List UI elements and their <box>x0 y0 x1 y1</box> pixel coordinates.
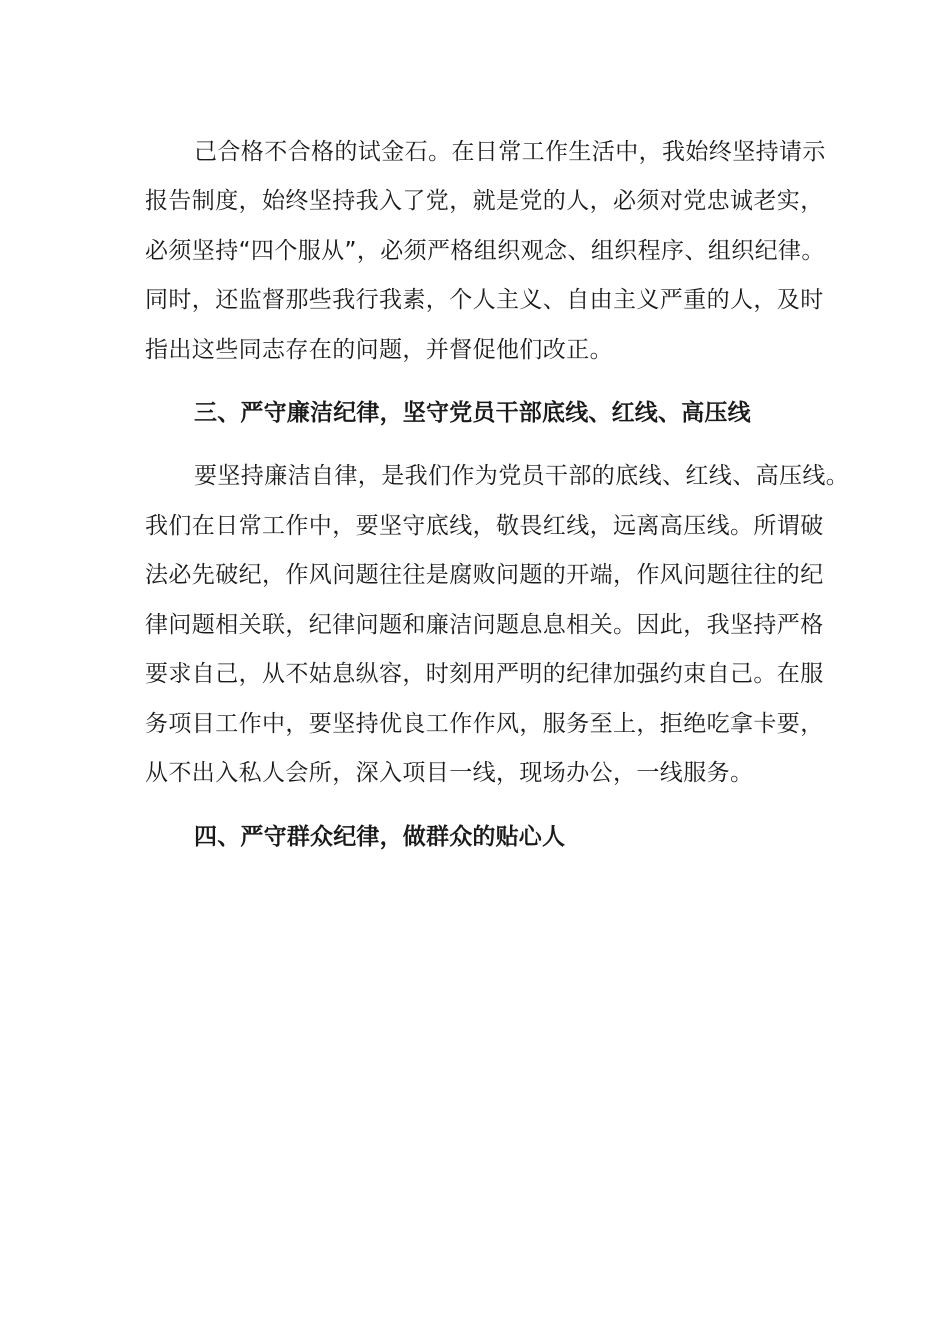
paragraph-line: 己合格不合格的试金石。在日常工作生活中，我始终坚持请示 <box>194 139 826 165</box>
section-heading: 三、严守廉洁纪律，坚守党员干部底线、红线、高压线 <box>194 400 751 426</box>
paragraph-line: 要求自己，从不姑息纵容，时刻用严明的纪律加强约束自己。在服 <box>145 661 824 687</box>
paragraph-line: 务项目工作中，要坚持优良工作作风，服务至上，拒绝吃拿卡要， <box>145 711 824 737</box>
paragraph-line: 从不出入私人会所，深入项目一线，现场办公，一线服务。 <box>145 760 754 786</box>
paragraph-line: 报告制度，始终坚持我入了党，就是党的人，必须对党忠诚老实， <box>145 188 824 214</box>
paragraph-line: 我们在日常工作中，要坚守底线，敬畏红线，远离高压线。所谓破 <box>145 513 824 539</box>
paragraph-line: 指出这些同志存在的问题，并督促他们改正。 <box>145 337 613 363</box>
paragraph-line: 必须坚持“四个服从”，必须严格组织观念、组织程序、组织纪律。 <box>145 238 825 264</box>
paragraph-line: 律问题相关联，纪律问题和廉洁问题息息相关。因此，我坚持严格 <box>145 612 824 638</box>
paragraph-line: 法必先破纪，作风问题往往是腐败问题的开端，作风问题往往的纪 <box>145 562 824 588</box>
section-heading: 四、严守群众纪律，做群众的贴心人 <box>194 824 566 850</box>
paragraph-line: 同时，还监督那些我行我素，个人主义、自由主义严重的人，及时 <box>145 287 824 313</box>
paragraph-line: 要坚持廉洁自律，是我们作为党员干部的底线、红线、高压线。 <box>194 463 850 489</box>
